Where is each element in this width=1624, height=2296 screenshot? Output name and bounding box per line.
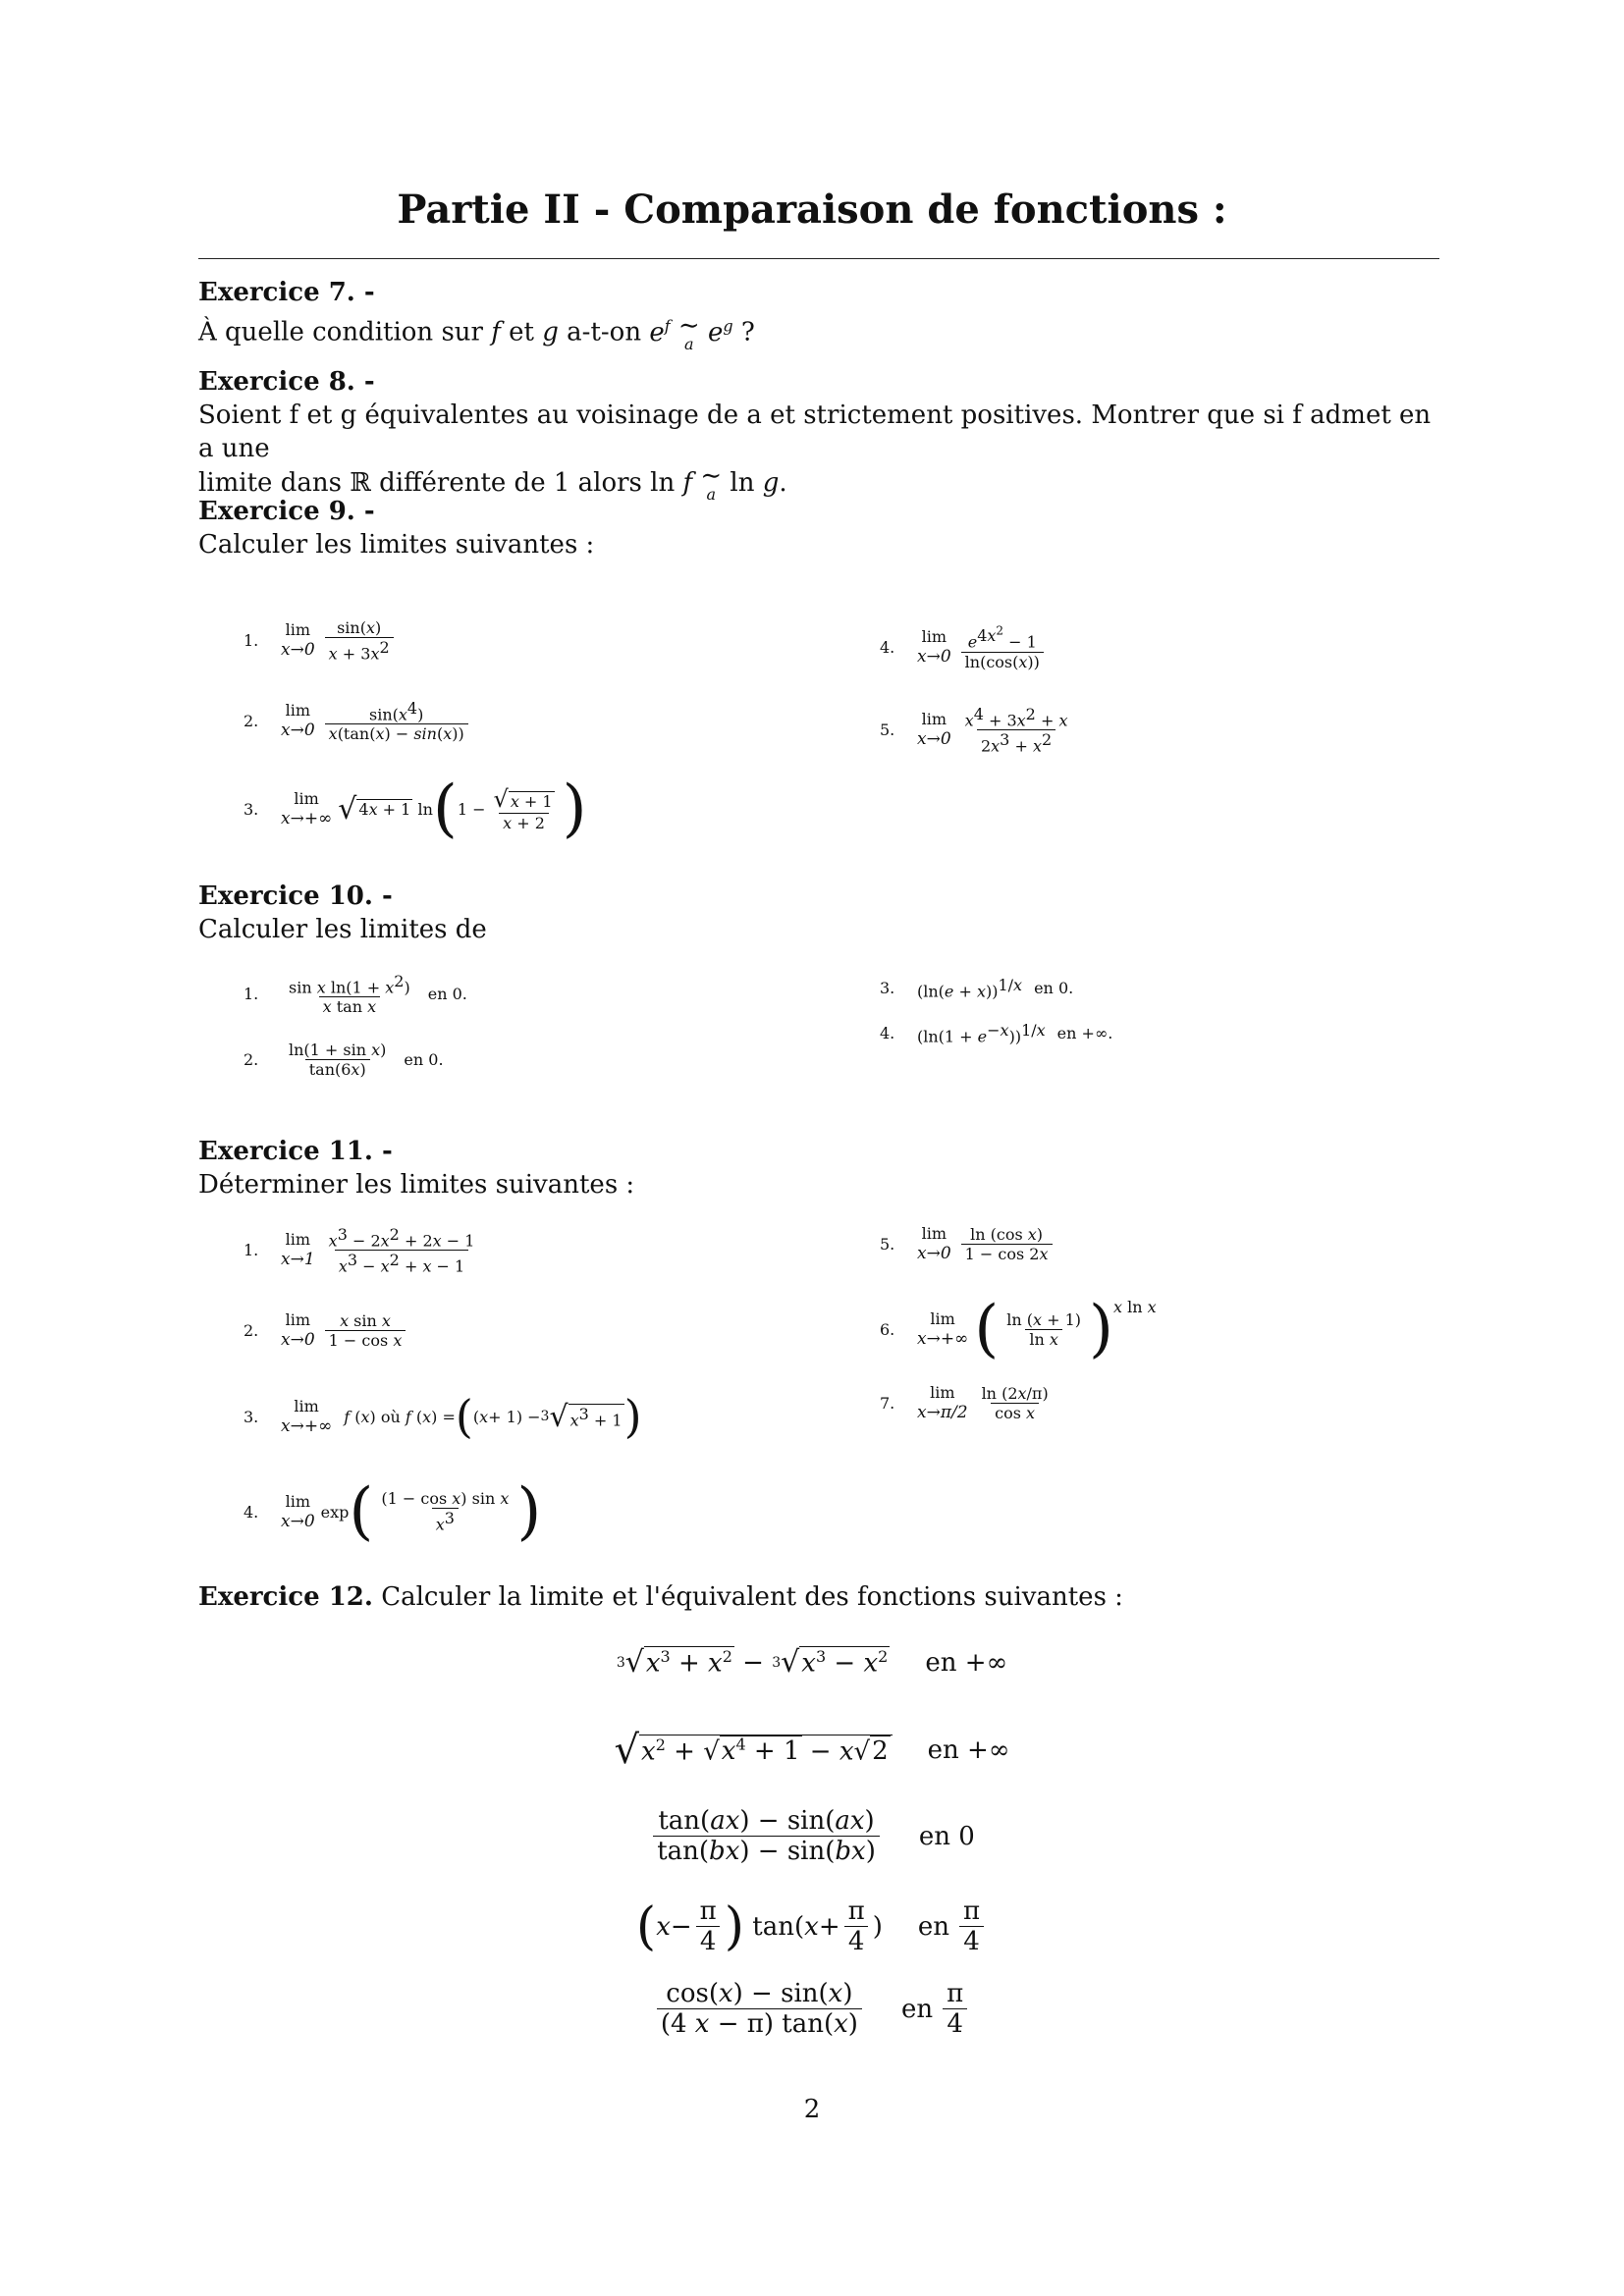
exercise-8-heading: Exercice 8. -: [198, 367, 375, 397]
exercise-9-heading: Exercice 9. -: [198, 497, 375, 526]
ex11-n1: 1.: [244, 1241, 259, 1260]
ex9-n3: 3.: [244, 799, 259, 819]
ex12-expr-1: 3 √ $x^3 + x^2$ − 3 √ $x^3 - x^2$ en +∞: [616, 1645, 1008, 1680]
exercise-11-heading: Exercice 11. -: [198, 1137, 393, 1166]
ex12-expr-2: √ $x^2 + √x^4 + 1 - x√2$ en +∞: [614, 1728, 1010, 1773]
ex12-expr-4-en: en: [917, 1911, 950, 1942]
exercise-7-heading: Exercice 7. -: [198, 278, 375, 307]
ex10-item-3-en: en 0.: [1034, 979, 1074, 998]
ex11-item-2: 2. lim x→0 $\frac{\text{x sin x}}{\text{1 − cos x}}$: [244, 1311, 409, 1350]
ex11-item-4: 4. lim x→0 exp ( $\frac{\text{(1 − cos x) sin x}}{x^3}$ ): [244, 1475, 542, 1548]
ex10-item-2: 2. $\frac{\text{ln(1 + sin x)}}{\tan(6x)}$ en 0.: [244, 1041, 444, 1079]
ex12-expr-5-en: en: [900, 1994, 934, 2024]
ex12-expr-2-en: en +∞: [927, 1735, 1010, 1765]
exercise-7-text: À quelle condition sur f et g a-t-on $e^f$ ∼ a $e^g$ ?: [198, 310, 755, 354]
ex7-text-b: et: [509, 317, 534, 347]
title-rule: [198, 258, 1439, 259]
ex11-n3: 3.: [244, 1407, 259, 1426]
ex12-expr-5: $\frac{\cos(x) - \sin(x)}{(4 x - \pi) \tan(x)}$ en $\frac{\pi}{4}$: [0, 1979, 1624, 2039]
ex9-item-2: 2. lim x→0 $\frac{\sin(x^4)}{x(\tan(x) - \sin(x))}$: [244, 699, 472, 743]
ex12-expr-1-en: en +∞: [925, 1647, 1008, 1678]
exercise-8-line1: Soient f et g équivalentes au voisinage de a et strictement positives. Montrer que si f admet en a une: [198, 400, 1432, 463]
ex9-item-5: 5. lim x→0 $\frac{x^4 + 3x^2 + x}{2x^3 + x^2}$: [880, 705, 1068, 756]
ex9-n2: 2.: [244, 712, 259, 731]
ex10-n2: 2.: [244, 1050, 259, 1069]
ex11-n5: 5.: [880, 1235, 895, 1254]
ex11-n2: 2.: [244, 1321, 259, 1340]
ex12-expr-3: $\frac{\tan(ax) - \sin(ax)}{\tan(bx) - \sin(bx)}$ en 0: [0, 1806, 1624, 1866]
ex10-n4: 4.: [880, 1024, 895, 1043]
ex11-item-6: 6. lim x→+∞ ( $\frac{\ln (x + 1)}{\text{ln x}}$ ) x ln x: [880, 1293, 1157, 1365]
ex10-item-4-en: en +∞.: [1056, 1024, 1113, 1043]
exercise-9-intro: Calculer les limites suivantes :: [198, 530, 595, 560]
exercise-12-intro: Calculer la limite et l'équivalent des fonctions suivantes :: [381, 1582, 1123, 1612]
ex10-item-1: 1. $\frac{\sin x \ln(1 + x^2)}{\text{x tan x}}$ en 0.: [244, 972, 467, 1017]
exercise-7: [198, 276, 1439, 352]
page-number: 2: [803, 2095, 821, 2124]
ex10-item-2-en: en 0.: [404, 1050, 444, 1069]
ex7-text-d: ?: [740, 317, 755, 347]
ex8-line2-a: limite dans ℝ différente de 1 alors: [198, 467, 642, 498]
ex12-expr-3-en: en 0: [918, 1821, 975, 1851]
ex9-n5: 5.: [880, 721, 895, 740]
ex12-expr-4: ( x − $\frac{\pi}{4}$ ) tan( x + $\frac{\pi}{4}$ ) en $\frac{\pi}{4}$: [0, 1896, 1624, 1956]
ex11-n7: 7.: [880, 1394, 895, 1413]
exercise-12: [198, 1580, 1439, 1614]
ex7-text-a: À quelle condition sur: [198, 317, 483, 347]
exercise-9: [198, 495, 1439, 561]
ex10-item-4: 4. $(\ln(1 + e^{-x}))^{1/x}$ en +∞.: [880, 1021, 1113, 1046]
exercise-8-line2: limite dans ℝ différente de 1 alors ln f ∼ a ln g.: [198, 461, 787, 505]
ex11-item-1: 1. lim x→1 $\frac{x^3 - 2x^2 + 2x - 1}{x^3 - x^2 + x - 1}$: [244, 1225, 475, 1276]
ex9-n1: 1.: [244, 631, 259, 651]
ex8-line2-b: .: [779, 467, 787, 498]
exercise-11: [198, 1135, 1439, 1201]
ex7-text-c: a-t-on: [567, 317, 642, 347]
ex9-item-3: 3. lim x→+∞ √ 4x + 1 ln ( 1 − $\frac{√ x + 1}{x + 2}$ ): [244, 773, 587, 845]
ex11-n6: 6.: [880, 1319, 895, 1339]
ex10-item-1-en: en 0.: [427, 985, 467, 1004]
exercise-10-intro: Calculer les limites de: [198, 915, 487, 944]
ex11-item-5: 5. lim x→0 $\frac{\text{ln (cos x)}}{1 - \cos 2x}$: [880, 1225, 1056, 1263]
ex11-item-3: 3. lim x→+∞ f (x) où f (x) = ( ( x + 1) − 3 √ $x^3 + 1$ ): [244, 1390, 642, 1443]
ex11-n4: 4.: [244, 1502, 259, 1522]
ex9-n4: 4.: [880, 638, 895, 658]
ex10-item-3: 3. $(\ln(e + x))^{1/x}$ en 0.: [880, 976, 1074, 1001]
ex10-n1: 1.: [244, 985, 259, 1004]
exercise-8: [198, 365, 1439, 503]
exercise-10: [198, 880, 1439, 946]
ex9-item-4: 4. lim x→0 $\frac{e^{4x^2} - 1}{\ln(\cos(x))}$: [880, 624, 1048, 671]
ex10-n3: 3.: [880, 979, 895, 998]
exercise-11-intro: Déterminer les limites suivantes :: [198, 1170, 635, 1200]
exercise-10-heading: Exercice 10. -: [198, 881, 393, 911]
exercise-12-heading: Exercice 12.: [198, 1582, 373, 1612]
ex11-item-7: 7. lim x→π/2 $\frac{\ln (2x/\pi)}{\text{cos x}}$: [880, 1383, 1049, 1422]
ex9-item-1: 1. lim x→0 $\frac{\sin(x)}{x + 3x^2}$: [244, 618, 398, 663]
page-title: Partie II - Comparaison de fonctions :: [397, 187, 1227, 233]
